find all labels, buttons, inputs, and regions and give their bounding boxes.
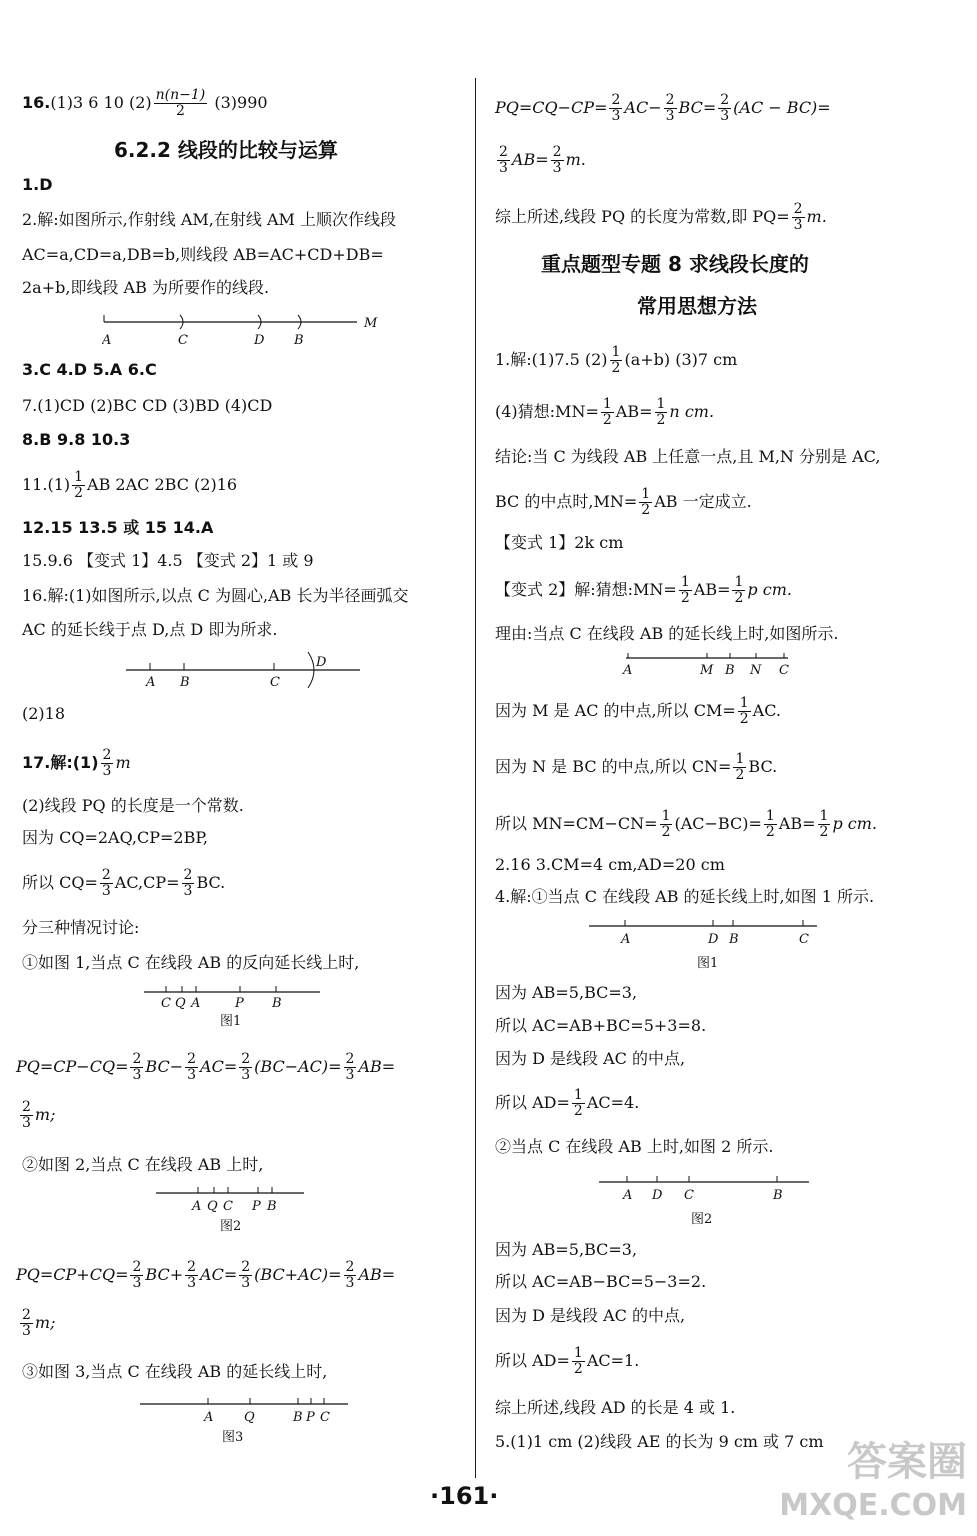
topic-title-line1: 重点题型专题 8 求线段长度的: [541, 252, 809, 276]
reason-mn: 所以 MN=CM−CN= $\frac{1}{2}$ (AC−BC)= $\frac{1}{2}$ AB= $\frac{1}{2}$ p cm.: [495, 808, 877, 840]
point-label: D: [316, 655, 327, 670]
answer-8-10: 8.B 9.8 10.3: [22, 430, 131, 449]
q4-conclusion: 综上所述,线段 AD 的长是 4 或 1.: [495, 1398, 736, 1417]
point-label: C: [320, 1410, 330, 1424]
figure-2-left: [154, 1183, 324, 1217]
answer-7: 7.(1)CD (2)BC CD (3)BD (4)CD: [22, 396, 273, 415]
variant-1: 【变式 1】2k cm: [495, 533, 624, 552]
point-label: B: [293, 1410, 303, 1424]
answer-12-14: 12.15 13.5 或 15 14.A: [22, 518, 214, 537]
point-label: D: [254, 333, 265, 348]
point-label: A: [191, 996, 201, 1009]
section-title: 6.2.2 线段的比较与运算: [114, 138, 338, 162]
answer-17-line3: 因为 CQ=2AQ,CP=2BP,: [22, 828, 208, 847]
answer-2-line1: 2.解:如图所示,作射线 AM,在射线 AM 上顺次作线段: [22, 210, 396, 229]
q4-line8: 所以 AC=AB−BC=5−3=2.: [495, 1272, 707, 1291]
figure-caption: 图1: [697, 956, 719, 971]
variant-2-reason: 理由:当点 C 在线段 AB 的延长线上时,如图所示.: [495, 624, 839, 643]
answer-17-case3: ③如图 3,当点 C 在线段 AB 的延长线上时,: [22, 1362, 328, 1381]
q4-line4: 因为 D 是线段 AC 的中点,: [495, 1049, 686, 1068]
reason-n: 因为 N 是 BC 的中点,所以 CN= $\frac{1}{2}$ BC.: [495, 751, 778, 783]
figure-3-left: [138, 1394, 358, 1428]
point-label: B: [272, 996, 282, 1009]
figure-ray-am: [102, 310, 402, 354]
question-5: 5.(1)1 cm (2)线段 AE 的长为 9 cm 或 7 cm: [495, 1432, 824, 1451]
figure-caption: 图2: [691, 1212, 713, 1227]
question-1-conclusion: 结论:当 C 为线段 AB 上任意一点,且 M,N 分别是 AC,: [495, 447, 881, 466]
point-label: C: [684, 1188, 694, 1202]
point-label: P: [306, 1410, 315, 1424]
point-label: Q: [175, 996, 186, 1009]
point-label: C: [178, 333, 188, 348]
point-label: Q: [207, 1199, 218, 1213]
watermark-bottom: MXQE.COM: [779, 1488, 967, 1523]
equation-case3-result: $\frac{2}{3}$ AB= $\frac{2}{3}$ m.: [499, 144, 586, 176]
question-1-conclusion-2: BC 的中点时,MN= $\frac{1}{2}$ AB 一定成立.: [495, 486, 752, 518]
variant-2: 【变式 2】解:猜想:MN= $\frac{1}{2}$ AB= $\frac{1}{2}$ p cm.: [495, 574, 792, 606]
answer-3-6: 3.C 4.D 5.A 6.C: [22, 360, 157, 379]
answer-16-part2: (2)18: [22, 704, 66, 723]
point-label: A: [192, 1199, 202, 1213]
point-label: P: [252, 1199, 261, 1213]
point-label: D: [708, 932, 719, 947]
figure-caption: 图3: [222, 1430, 244, 1445]
point-label: P: [235, 996, 244, 1009]
point-label: B: [725, 663, 735, 678]
point-label: C: [799, 932, 809, 947]
answer-16-line1: 16.解:(1)如图所示,以点 C 为圆心,AB 长为半径画弧交: [22, 586, 409, 605]
watermark-top: 答案圈: [847, 1439, 967, 1485]
equation-case3: PQ=CQ−CP= $\frac{2}{3}$ AC− $\frac{2}{3}$ BC= $\frac{2}{3}$ (AC − BC)=: [495, 92, 831, 124]
equation-case1: PQ=CP−CQ= $\frac{2}{3}$ BC− $\frac{2}{3}$ AC= $\frac{2}{3}$ (BC−AC)= $\frac{2}{3}$ AB=: [16, 1051, 396, 1083]
topic-title-line2: 常用思想方法: [637, 294, 757, 318]
point-label: A: [623, 1188, 633, 1202]
point-label: B: [267, 1199, 277, 1213]
point-label: B: [180, 675, 190, 690]
answer-2-line2: AC=a,CD=a,DB=b,则线段 AB=AC+CD+DB=: [22, 245, 384, 264]
point-label: C: [270, 675, 280, 690]
point-label: B: [773, 1188, 783, 1202]
point-label: Q: [244, 1410, 255, 1424]
answers-2-3: 2.16 3.CM=4 cm,AD=20 cm: [495, 855, 725, 874]
answer-11: 11.(1) $\frac{1}{2}$ AB 2AC 2BC (2)16: [22, 469, 238, 501]
question-4-case1: 4.解:①当点 C 在线段 AB 的延长线上时,如图 1 所示.: [495, 887, 875, 906]
point-label: A: [621, 932, 631, 947]
answer-15: 15.9.6 【变式 1】4.5 【变式 2】1 或 9: [22, 551, 314, 570]
answer-17-line2: (2)线段 PQ 的长度是一个常数.: [22, 796, 244, 815]
point-label: C: [223, 1199, 233, 1213]
question-1-guess: (4)猜想:MN= $\frac{1}{2}$ AB= $\frac{1}{2}$ n cm.: [495, 396, 715, 428]
q4-line9: 因为 D 是线段 AC 的中点,: [495, 1306, 686, 1325]
answer-16: 16.(1)3 6 10 (2) $\frac{n(n-1)}{2}$ (3)990: [22, 87, 268, 119]
point-label: N: [750, 663, 762, 678]
q4-line3: 所以 AC=AB+BC=5+3=8.: [495, 1016, 707, 1035]
q4-line2: 因为 AB=5,BC=3,: [495, 983, 638, 1002]
equation-case1-result: $\frac{2}{3}$ m;: [22, 1099, 56, 1131]
figure-4-2: [597, 1172, 817, 1206]
answer-2-line3: 2a+b,即线段 AB 为所要作的线段.: [22, 278, 270, 297]
point-label: C: [779, 663, 789, 678]
reason-m: 因为 M 是 AC 的中点,所以 CM= $\frac{1}{2}$ AC.: [495, 695, 781, 727]
equation-case2: PQ=CP+CQ= $\frac{2}{3}$ BC+ $\frac{2}{3}$ AC= $\frac{2}{3}$ (BC+AC)= $\frac{2}{3}$ AB=: [16, 1259, 396, 1291]
point-label: A: [623, 663, 633, 678]
figure-caption: 图2: [220, 1219, 242, 1234]
figure-arc-d: [122, 650, 382, 696]
point-label: M: [364, 316, 378, 331]
page-number: ·161·: [430, 1482, 499, 1510]
watermark-logo: [779, 1440, 967, 1528]
point-label: A: [146, 675, 156, 690]
point-label: B: [729, 932, 739, 947]
fraction: $\frac{n(n-1)}{2}$: [155, 87, 206, 119]
q4-line7: 因为 AB=5,BC=3,: [495, 1240, 638, 1259]
point-label: D: [652, 1188, 663, 1202]
answer-17-line4: 所以 CQ= $\frac{2}{3}$ AC,CP= $\frac{2}{3}$ BC.: [22, 867, 226, 899]
answer-17-line5: 分三种情况讨论:: [22, 918, 140, 937]
figure-mbnc: [620, 650, 800, 682]
point-label: C: [161, 996, 171, 1009]
question-4-case2: ②当点 C 在线段 AB 上时,如图 2 所示.: [495, 1137, 774, 1156]
point-label: B: [294, 333, 304, 348]
answer-16-line2: AC 的延长线于点 D,点 D 即为所求.: [22, 620, 278, 639]
equation-case2-result: $\frac{2}{3}$ m;: [22, 1307, 56, 1339]
figure-caption: 图1: [220, 1014, 242, 1029]
point-label: M: [700, 663, 714, 678]
answer-1: 1.D: [22, 175, 53, 194]
answer-17-line6: ①如图 1,当点 C 在线段 AB 的反向延长线上时,: [22, 953, 360, 972]
answer-17-line1: 17.解:(1) $\frac{2}{3}$ m: [22, 747, 131, 779]
conclusion-pq: 综上所述,线段 PQ 的长度为常数,即 PQ= $\frac{2}{3}$ m.: [495, 201, 827, 233]
column-divider: [475, 78, 476, 1478]
fraction: $\frac{1}{2}$: [74, 469, 84, 501]
answer-17-case2: ②如图 2,当点 C 在线段 AB 上时,: [22, 1155, 264, 1174]
q4-line5: 所以 AD= $\frac{1}{2}$ AC=4.: [495, 1087, 640, 1119]
figure-4-1: [585, 918, 825, 952]
q4-line10: 所以 AD= $\frac{1}{2}$ AC=1.: [495, 1345, 640, 1377]
point-label: A: [102, 333, 112, 348]
point-label: A: [204, 1410, 214, 1424]
figure-1-left: [140, 983, 330, 1013]
question-1: 1.解:(1)7.5 (2) $\frac{1}{2}$ (a+b) (3)7 cm: [495, 344, 738, 376]
